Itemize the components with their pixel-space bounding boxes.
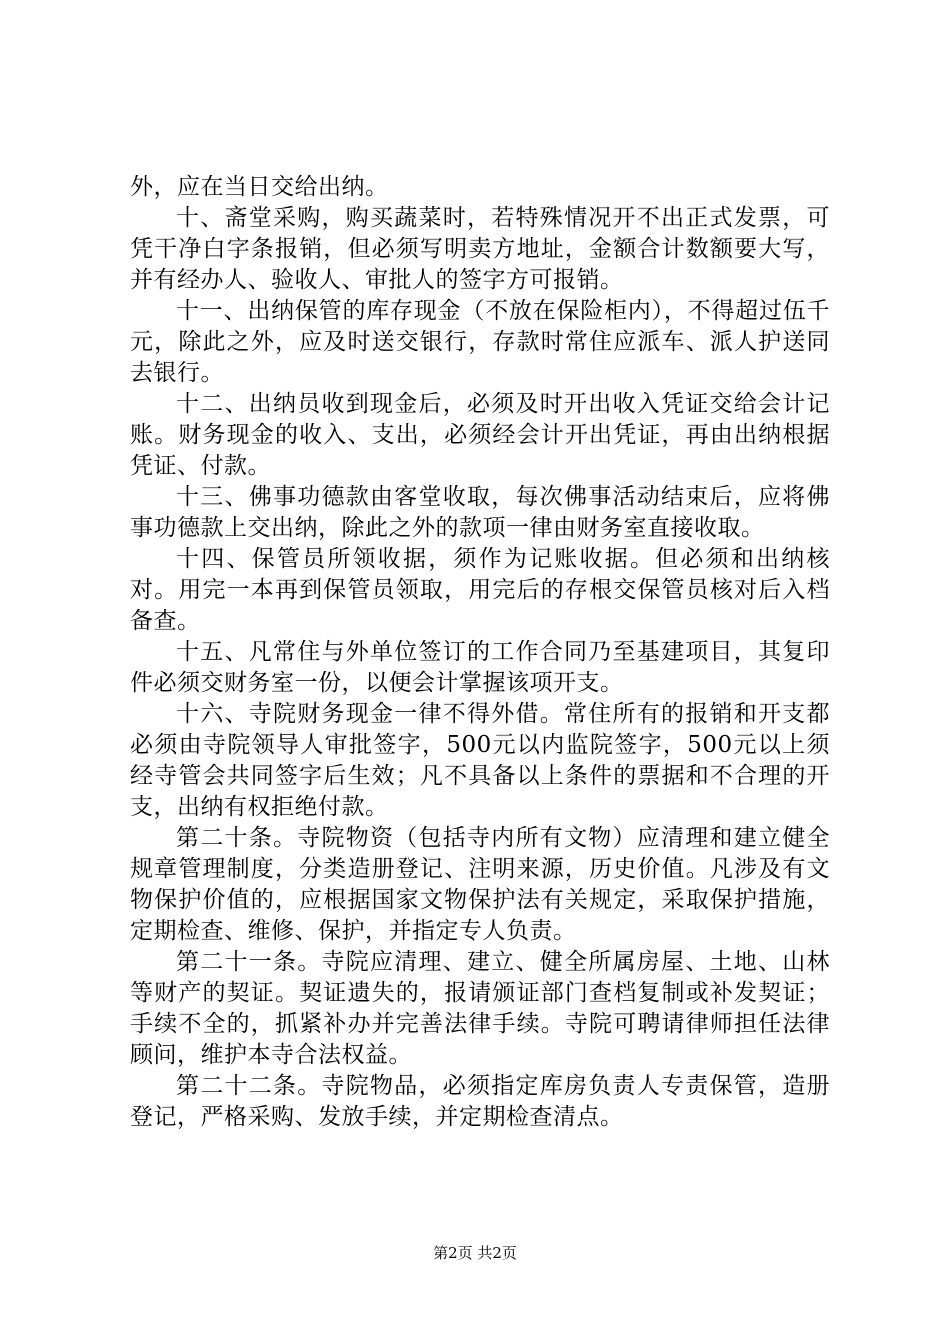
paragraph-4: 十三、佛事功德款由客堂收取，每次佛事活动结束后，应将佛事功德款上交出纳，除此之外的款项一律由财务室直接收取。 [130,484,830,541]
page-number-footer: 第2页 共2页 [433,1244,517,1262]
paragraph-10: 第二十二条。寺院物品，必须指定库房负责人专责保管，造册登记，严格采购、发放手续，并定期检查清点。 [130,1073,830,1130]
paragraph-7: 十六、寺院财务现金一律不得外借。常住所有的报销和开支都必须由寺院领导人审批签字，500元以内监院签字，500元以上须经寺管会共同签字后生效；凡不具备以上条件的票据和不合理的开支，出纳有权拒绝付款。 [130,701,830,820]
paragraph-5: 十四、保管员所领收据，须作为记账收据。但必须和出纳核对。用完一本再到保管员领取，用完后的存根交保管员核对后入档备查。 [130,546,830,634]
paragraph-2: 十一、出纳保管的库存现金（不放在保险柜内），不得超过伍千元，除此之外，应及时送交银行，存款时常住应派车、派人护送同去银行。 [130,298,830,386]
paragraph-1: 十、斋堂采购，购买蔬菜时，若特殊情况开不出正式发票，可凭干净白字条报销，但必须写明卖方地址，金额合计数额要大写，并有经办人、验收人、审批人的签字方可报销。 [130,205,830,293]
paragraph-6: 十五、凡常住与外单位签订的工作合同乃至基建项目，其复印件必须交财务室一份，以便会计掌握该项开支。 [130,639,830,696]
paragraph-9: 第二十一条。寺院应清理、建立、健全所属房屋、土地、山林等财产的契证。契证遗失的，报请颁证部门查档复制或补发契证；手续不全的，抓紧补办并完善法律手续。寺院可聘请律师担任法律顾问，维护本寺合法权益。 [130,949,830,1068]
paragraph-3: 十二、出纳员收到现金后，必须及时开出收入凭证交给会计记账。财务现金的收入、支出，必须经会计开出凭证，再由出纳根据凭证、付款。 [130,391,830,479]
paragraph-8: 第二十条。寺院物资（包括寺内所有文物）应清理和建立健全规章管理制度，分类造册登记、注明来源，历史价值。凡涉及有文物保护价值的，应根据国家文物保护法有关规定，采取保护措施，定期检查、维修、保护，并指定专人负责。 [130,825,830,944]
paragraph-0: 外，应在当日交给出纳。 [130,174,389,200]
document-body [130,172,830,1133]
